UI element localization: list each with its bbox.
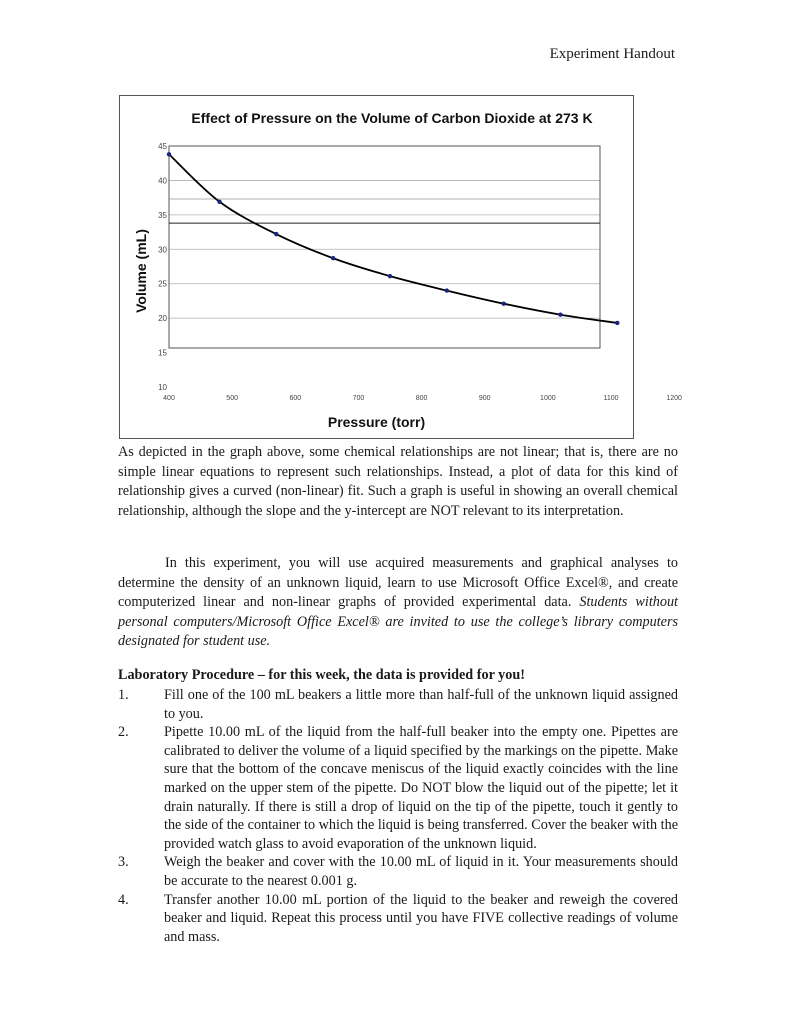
y-tick-label: 15 bbox=[158, 348, 167, 358]
data-point bbox=[217, 200, 221, 204]
x-tick-label: 1000 bbox=[540, 395, 556, 402]
step-text: Transfer another 10.00 mL portion of the liquid to the beaker and reweigh the covered beaker and liquid. Repeat this process until you have FIVE collective readings of volume and mass. bbox=[164, 891, 678, 945]
x-tick-label: 800 bbox=[415, 395, 428, 402]
step-number: 2. bbox=[118, 724, 129, 741]
y-tick-label: 40 bbox=[158, 176, 167, 186]
y-tick-label: 20 bbox=[158, 314, 167, 324]
procedure-step bbox=[118, 723, 678, 853]
experiment-paragraph bbox=[118, 554, 678, 652]
pressure-volume-chart bbox=[119, 95, 682, 439]
step-text: Fill one of the 100 mL beakers a little more than half-full of the unknown liquid assigned to you. bbox=[164, 687, 678, 722]
procedure-title: Laboratory Procedure – for this week, the data is provided for you! bbox=[118, 667, 525, 683]
chart-y-axis-label: Volume (mL) bbox=[133, 229, 149, 313]
chart-ticks bbox=[158, 142, 682, 402]
data-point bbox=[274, 232, 278, 236]
intro-paragraph: As depicted in the graph above, some chemical relationships are not linear; that is, there are no simple linear equations to represent such relationships. Instead, a plot of data for this kind of relationship gives a curved (non-linear) fit. Such a graph is useful in showing an overall chemical relationship, although the slope and the y-intercept are NOT relevant to its interpretation. bbox=[118, 444, 678, 519]
data-point bbox=[558, 313, 562, 317]
chart-title: Effect of Pressure on the Volume of Carbon Dioxide at 273 K bbox=[191, 110, 593, 126]
data-point bbox=[388, 274, 392, 278]
x-tick-label: 1200 bbox=[666, 395, 682, 402]
data-point bbox=[615, 321, 619, 325]
x-tick-label: 700 bbox=[352, 395, 365, 402]
step-number: 3. bbox=[118, 854, 129, 871]
procedure-steps bbox=[118, 686, 678, 946]
y-tick-label: 35 bbox=[158, 210, 167, 220]
step-text: Pipette 10.00 mL of the liquid from the half-full beaker into the empty one. Pipettes are calibrated to deliver the volume of a liquid specified by the markings on the pipette. Make sure that the bottom of the concave meniscus of the liquid exactly coincides with the line marked on the upper stem of the pipette. Do NOT blow the liquid out of the pipette; let it drain naturally. If there is still a drop of liquid on the tip of the pipette, touch it gently to the side of the container to which the liquid is being transferred. Cover the beaker with the provided watch glass to avoid evaporation of the unknown liquid. bbox=[164, 724, 678, 852]
chart-grid bbox=[169, 146, 600, 318]
experiment-paragraph-note: Students without personal computers/Microsoft Office Excel® are invited to use the college’s library computers designated for student use. bbox=[118, 594, 678, 650]
y-tick-label: 25 bbox=[158, 279, 167, 289]
y-tick-label: 10 bbox=[158, 383, 167, 392]
x-tick-label: 400 bbox=[163, 395, 175, 402]
chart-series bbox=[167, 152, 620, 325]
step-number: 4. bbox=[118, 891, 129, 908]
plot-area bbox=[169, 146, 600, 348]
x-tick-label: 900 bbox=[478, 395, 491, 402]
procedure-step bbox=[118, 686, 678, 723]
x-tick-label: 500 bbox=[226, 395, 238, 402]
chart-x-axis-label: Pressure (torr) bbox=[327, 414, 426, 430]
series-line bbox=[169, 154, 617, 323]
step-text: Weigh the beaker and cover with the 10.00 mL of liquid in it. Your measurements should be accurate to the nearest 0.001 g. bbox=[164, 854, 678, 889]
chart-svg bbox=[120, 96, 682, 440]
procedure-step bbox=[118, 891, 678, 947]
x-tick-label: 600 bbox=[289, 395, 302, 402]
y-tick-label: 30 bbox=[158, 245, 167, 255]
page-header: Experiment Handout bbox=[549, 46, 675, 62]
x-tick-label: 1100 bbox=[603, 395, 619, 402]
experiment-paragraph-main: In this experiment, you will use acquired measurements and graphical analyses to determine the density of an unknown liquid, learn to use Microsoft Office Excel®, and create computerized linear and non-linear graphs of provided experimental data. bbox=[118, 555, 678, 611]
data-point bbox=[167, 152, 171, 156]
step-number: 1. bbox=[118, 687, 129, 703]
procedure-step bbox=[118, 853, 678, 890]
data-point bbox=[501, 301, 505, 305]
data-point bbox=[331, 256, 335, 260]
y-tick-label: 45 bbox=[158, 142, 167, 151]
data-point bbox=[445, 288, 449, 292]
